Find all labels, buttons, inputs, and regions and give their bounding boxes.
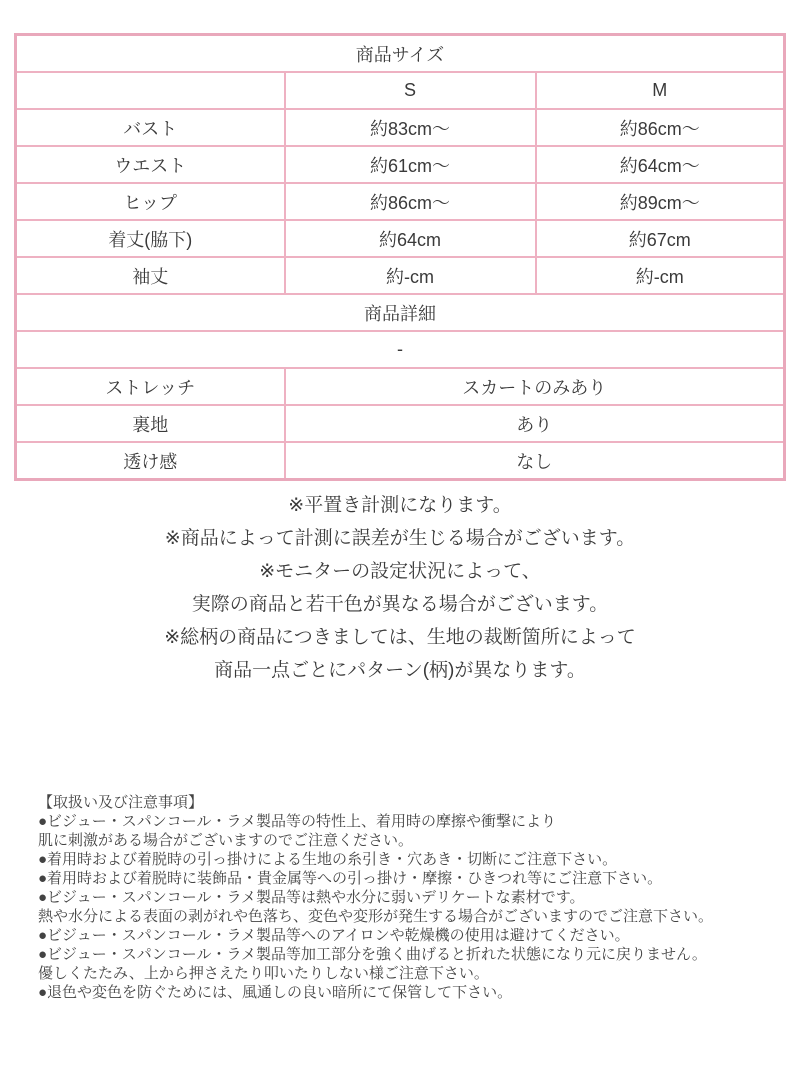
cell-value-m: 約89cm〜 — [536, 183, 785, 220]
cell-value-m: 約-cm — [536, 257, 785, 294]
cell-value-s: 約64cm — [285, 220, 536, 257]
table-row-waist — [16, 146, 785, 183]
row-label: 着丈(脇下) — [16, 220, 285, 257]
table-title-row — [16, 35, 785, 73]
handling-precautions-heading: 【取扱い及び注意事項】 — [38, 794, 204, 811]
spec-value: あり — [285, 405, 785, 442]
table-row-sheerness — [16, 442, 785, 480]
cell-value-m: 約64cm〜 — [536, 146, 785, 183]
note-line: ※モニターの設定状況によって、 — [259, 561, 541, 582]
note-line: ※平置き計測になります。 — [288, 495, 512, 516]
size-corner-cell — [16, 72, 285, 109]
cell-value-s: 約83cm〜 — [285, 109, 536, 146]
size-header-row — [16, 72, 785, 109]
handling-precautions-section — [38, 793, 783, 1002]
detail-header-row — [16, 294, 785, 331]
cell-value-s: 約-cm — [285, 257, 536, 294]
care-line: 肌に刺激がある場合がございますのでご注意ください。 — [38, 832, 414, 849]
care-line: 優しくたたみ、上から押さえたり叩いたりしない様ご注意下さい。 — [38, 965, 489, 982]
table-title: 商品サイズ — [16, 35, 785, 73]
care-line: 熱や水分による表面の剥がれや色落ち、変色や変形が発生する場合がございますのでご注意下さい。 — [38, 908, 714, 925]
row-label: ウエスト — [16, 146, 285, 183]
col-header-s: S — [285, 72, 536, 109]
note-line: ※商品によって計測に誤差が生じる場合がございます。 — [164, 528, 636, 549]
care-line: ●ビジュー・スパンコール・ラメ製品等へのアイロンや乾燥機の使用は避けてください。 — [38, 927, 630, 944]
measurement-notes — [0, 489, 800, 687]
row-label: ストレッチ — [16, 368, 285, 405]
table-row-hip — [16, 183, 785, 220]
cell-value-s: 約61cm〜 — [285, 146, 536, 183]
spec-value: なし — [285, 442, 785, 480]
care-line: ●ビジュー・スパンコール・ラメ製品等加工部分を強く曲げると折れた状態になり元に戻りません。 — [38, 946, 707, 963]
row-label: 裏地 — [16, 405, 285, 442]
note-line: 商品一点ごとにパターン(柄)が異なります。 — [214, 660, 586, 681]
care-line: ●着用時および着脱時の引っ掛けによる生地の糸引き・穴あき・切断にご注意下さい。 — [38, 851, 618, 868]
table-row-sleeve — [16, 257, 785, 294]
row-label: 袖丈 — [16, 257, 285, 294]
row-label: 透け感 — [16, 442, 285, 480]
detail-value: - — [16, 331, 785, 368]
note-line: 実際の商品と若干色が異なる場合がございます。 — [191, 594, 609, 615]
care-line: ●退色や変色を防ぐためには、風通しの良い暗所にて保管して下さい。 — [38, 984, 513, 1001]
table-row-stretch — [16, 368, 785, 405]
table-row-bust — [16, 109, 785, 146]
detail-value-row — [16, 331, 785, 368]
detail-header: 商品詳細 — [16, 294, 785, 331]
spec-value: スカートのみあり — [285, 368, 785, 405]
cell-value-m: 約86cm〜 — [536, 109, 785, 146]
table-row-length — [16, 220, 785, 257]
care-line: ●着用時および着脱時に装飾品・貴金属等への引っ掛け・摩擦・ひきつれ等にご注意下さい。 — [38, 870, 663, 887]
row-label: ヒップ — [16, 183, 285, 220]
row-label: バスト — [16, 109, 285, 146]
col-header-m: M — [536, 72, 785, 109]
cell-value-s: 約86cm〜 — [285, 183, 536, 220]
product-size-table — [14, 33, 786, 481]
care-line: ●ビジュー・スパンコール・ラメ製品等の特性上、着用時の摩擦や衝撃により — [38, 813, 557, 830]
table-row-lining — [16, 405, 785, 442]
cell-value-m: 約67cm — [536, 220, 785, 257]
care-line: ●ビジュー・スパンコール・ラメ製品等は熱や水分に弱いデリケートな素材です。 — [38, 889, 585, 906]
note-line: ※総柄の商品につきましては、生地の裁断箇所によって — [164, 627, 636, 648]
